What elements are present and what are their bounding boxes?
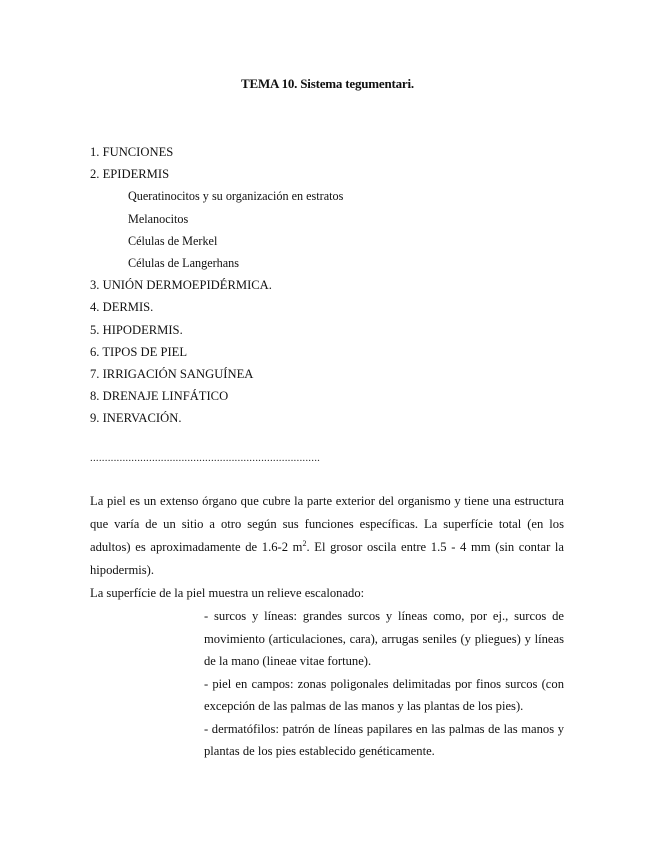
- outline-item-inervacion: 9. INERVACIÓN.: [90, 411, 182, 426]
- relief-item-surcos: - surcos y líneas: grandes surcos y líneas como, por ej., surcos de movimiento (articulaciones, cara), arrugas seniles (y pliegues) y líneas de la mano (lineae vitae fortune).: [204, 609, 564, 668]
- outline-item-drenaje: 8. DRENAJE LINFÁTICO: [90, 389, 229, 404]
- outline-subitem-melanocitos: Melanocitos: [128, 211, 189, 226]
- relief-item-dermatofilos: - dermatófilos: patrón de líneas papilares en las palmas de las manos y plantas de los pies establecido genéticamente.: [204, 721, 564, 758]
- outline-item-irrigacion: 7. IRRIGACIÓN SANGUÍNEA: [90, 366, 254, 381]
- document-title: TEMA 10. Sistema tegumentari.: [241, 76, 414, 91]
- relief-list: [204, 605, 564, 763]
- outline-subitem-langerhans: Células de Langerhans: [128, 255, 240, 270]
- intro-text: La piel es un extenso órgano que cubre la parte exterior del organismo y tiene una estructura que varía de un sitio a otro según sus funciones específicas. La superfície total (en los adultos) es aproximadamente de 1.6-2 m: [90, 494, 564, 554]
- topic-outline: [90, 141, 570, 429]
- intro-text-end: . El grosor oscila entre 1.5 - 4 mm (sin contar la hipodermis).: [90, 540, 564, 577]
- outline-subitem-queratinocitos: Queratinocitos y su organización en estratos: [128, 189, 344, 204]
- outline-item-funciones: 1. FUNCIONES: [90, 145, 174, 159]
- intro-paragraph: [90, 490, 564, 582]
- relief-heading: La superfície de la piel muestra un relieve escalonado:: [90, 586, 365, 600]
- outline-item-tipos-de-piel: 6. TIPOS DE PIEL: [90, 344, 188, 359]
- outline-item-hipodermis: 5. HIPODERMIS.: [90, 322, 183, 337]
- relief-item-piel-en-campos: - piel en campos: zonas poligonales delimitadas por finos surcos (con excepción de las palmas de las manos y las plantas de los pies).: [204, 676, 564, 713]
- dotted-separator: ..............................................................................: [90, 452, 321, 464]
- outline-subitem-merkel: Células de Merkel: [128, 233, 218, 248]
- superscript-exponent: 2: [302, 538, 307, 548]
- outline-item-dermis: 4. DERMIS.: [90, 300, 154, 315]
- outline-item-union-dermoepidermica: 3. UNIÓN DERMOEPIDÉRMICA.: [90, 278, 272, 293]
- outline-item-epidermis: 2. EPIDERMIS: [90, 167, 170, 182]
